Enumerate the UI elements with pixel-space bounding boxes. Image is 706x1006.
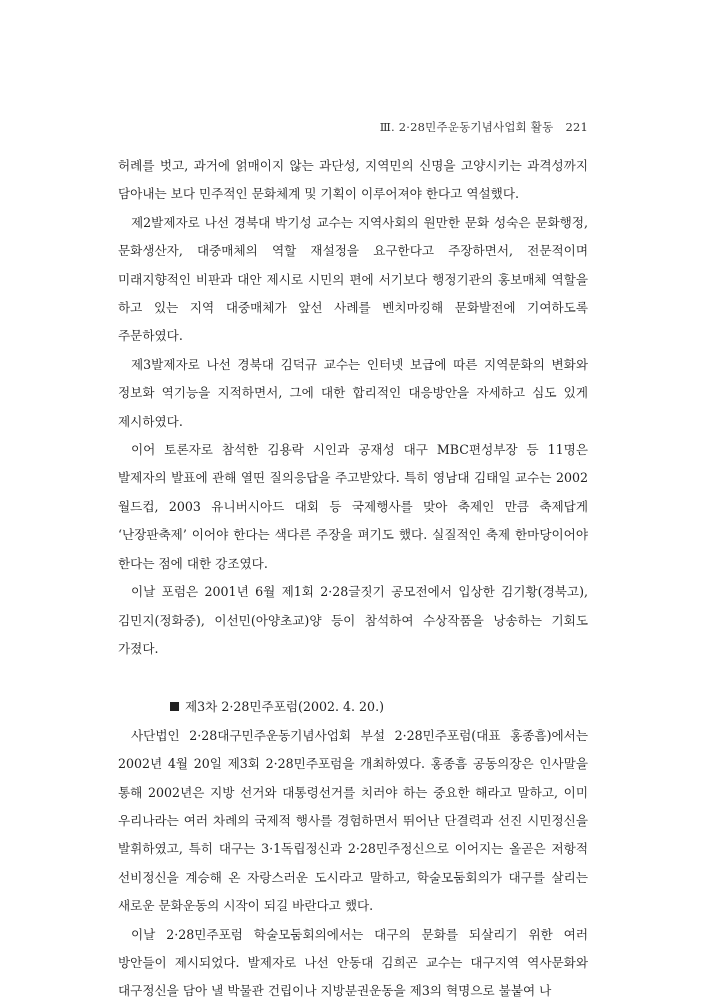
square-bullet-icon	[170, 702, 179, 711]
paragraph: 이날 포럼은 2001년 6월 제1회 2·28글짓기 공모전에서 입상한 김기황(경북고), 김민지(정화중), 이선민(아양초교)양 등이 참석하여 수상작품을 낭송하는 기회도 가졌다.	[118, 584, 588, 656]
section-heading-text: 제3차 2·28민주포럼(2002. 4. 20.)	[185, 699, 384, 715]
chapter-title: Ⅲ. 2·28민주운동기념사업회 활동	[379, 120, 554, 134]
paragraph: 제2발제자로 나선 경북대 박기성 교수는 지역사회의 원만한 문화 성숙은 문화행정, 문화생산자, 대중매체의 역할 재설정을 요구한다고 주장하면서, 전문적이며 미래지향적인 비판과 대안 제시로 시민의 편에 서기보다 행정기관의 홍보매체 역할을 하고 있는 지역 대중매체가 앞선 사례를 벤치마킹해 문화발전에 기여하도록 주문하였다.	[118, 214, 588, 344]
paragraph: 제3발제자로 나선 경북대 김덕규 교수는 인터넷 보급에 따른 지역문화의 변화와 정보화 역기능을 지적하면서, 그에 대한 합리적인 대응방안을 자세하고 심도 있게 제시하였다.	[118, 356, 588, 429]
section-heading	[118, 693, 588, 721]
section-spacer	[118, 663, 588, 693]
paragraph: 사단법인 2·28대구민주운동기념사업회 부설 2·28민주포럼(대표 홍종흠)에서는 2002년 4월 20일 제3회 2·28민주포럼을 개최하였다. 홍종흠 공동의장은 인사말을 통해 2002년은 지방 선거와 대통령선거를 치러야 하는 중요한 해라고 말하고, 이미 우리나라는 여러 차례의 국제적 행사를 경험하면서 뛰어난 단결력과 선진 시민정신을 발휘하였고, 특히 대구는 3·1독립정신과 2·28민주정신으로 이어지는 올곧은 저항적 선비정신을 계승해 온 자랑스러운 도시라고 말하고, 학술모둠회의가 대구를 살리는 새로운 문화운동의 시작이 되길 바란다고 했다.	[118, 727, 588, 914]
running-header	[380, 119, 588, 135]
paragraph: 이날 2·28민주포럼 학술모둠회의에서는 대구의 문화를 되살리기 위한 여러 방안들이 제시되었다. 발제자로 나선 안동대 김희곤 교수는 대구지역 역사문화와 대구정신을 담아 낼 박물관 건립이나 지방분권운동을 제3의 혁명으로 불붙여 나	[118, 926, 588, 999]
body-text	[118, 152, 588, 1006]
paragraph: 허례를 벗고, 과거에 얽매이지 않는 과단성, 지역민의 신명을 고양시키는 과격성까지 담아내는 보다 민주적인 문화체계 및 기획이 이루어져야 한다고 역설했다.	[118, 158, 588, 202]
page-number: 221	[565, 120, 588, 134]
paragraph: 이어 토론자로 참석한 김용락 시인과 공재성 대구 MBC편성부장 등 11명은 발제자의 발표에 관해 열띤 질의응답을 주고받았다. 특히 영남대 김태일 교수는 2002 월드컵, 2003 유니버시아드 대회 등 국제행사를 맞아 축제인 만큼 축제답게 ‘난장판축제’ 이어야 한다는 색다른 주장을 펴기도 했다. 실질적인 축제 한마당이어야 한다는 점에 대한 강조였다.	[118, 442, 588, 571]
